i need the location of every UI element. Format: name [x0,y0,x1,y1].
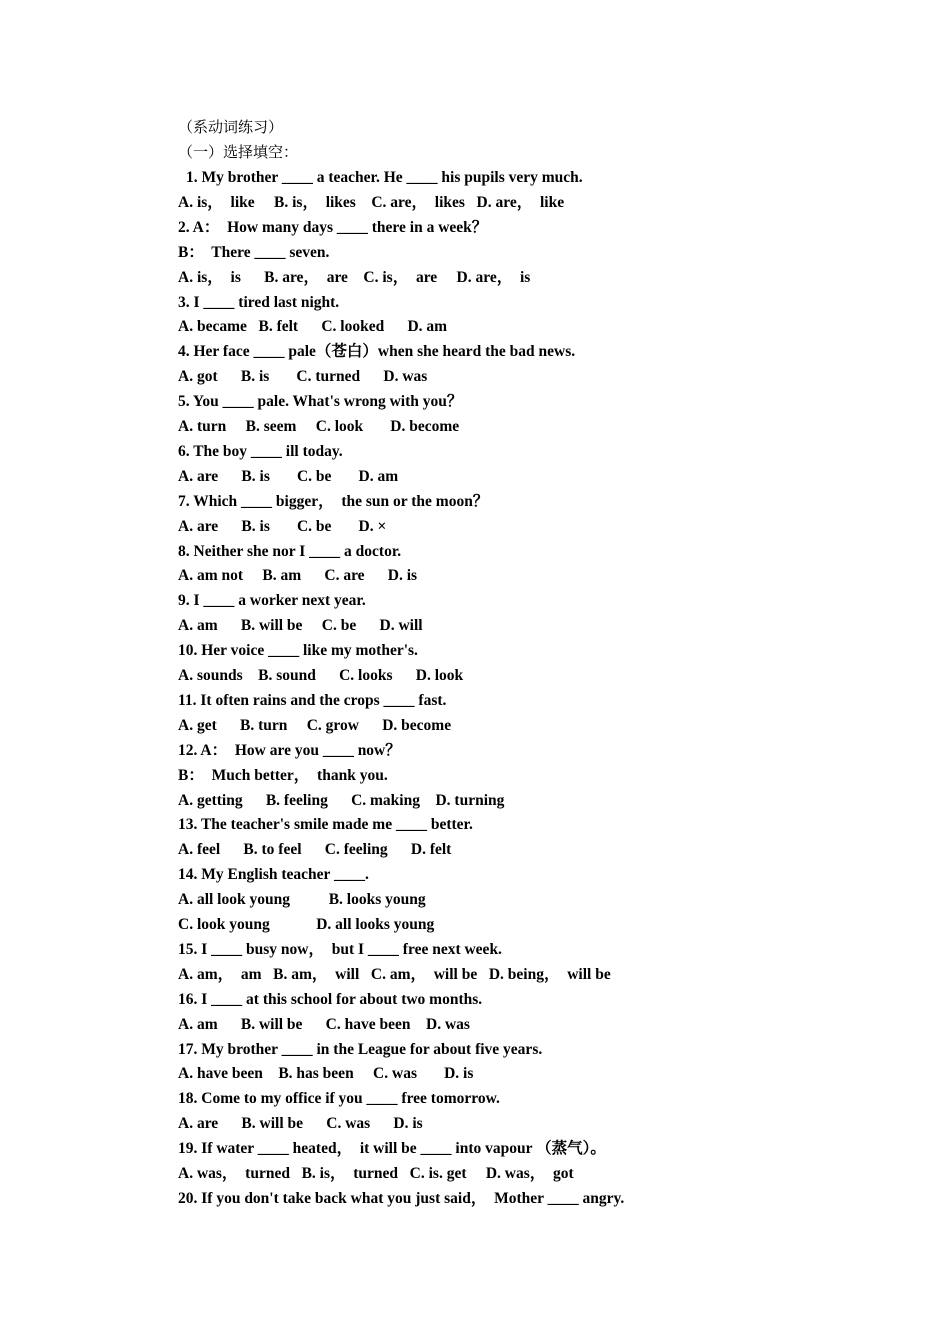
question-line: 1. My brother ____ a teacher. He ____ his pupils very much. [186,169,583,186]
question-line: 7. Which ____ bigger， the sun or the moon？ [178,492,489,510]
question-line: 6. The boy ____ ill today. [178,442,343,460]
question-line: A. are B. is C. be D. × [178,517,387,535]
section-heading: （一）选择填空： [178,145,299,161]
question-line: A. am not B. am C. are D. is [178,567,418,585]
question-line: A. getting B. feeling C. making D. turning [178,791,505,809]
question-line: 19. If water ____ heated， it will be ____ into vapour （蒸气）。 [178,1140,606,1158]
question-line: 17. My brother ____ in the League for about five years. [178,1040,543,1058]
question-line: 9. I ____ a worker next year. [178,592,366,610]
question-line: 12. A： How are you ____ now？ [178,741,401,759]
question-line: A. is， is B. are， are C. is， are D. are， is [178,268,531,286]
question-line: A. became B. felt C. looked D. am [178,318,448,336]
question-line: 5. You ____ pale. What's wrong with you？ [178,393,463,411]
worksheet-title: （系动词练习） [178,120,284,136]
question-line: 18. Come to my office if you ____ free tomorrow. [178,1090,500,1108]
question-line: 14. My English teacher ____. [178,866,369,884]
question-line: C. look young D. all looks young [178,916,435,933]
question-line: B： There ____ seven. [178,243,330,261]
question-line: A. feel B. to feel C. feeling D. felt [178,841,452,859]
question-line: A. have been B. has been C. was D. is [178,1065,474,1083]
question-line: 11. It often rains and the crops ____ fast. [178,691,447,709]
question-line: A. turn B. seem C. look D. become [178,418,460,435]
question-line: 3. I ____ tired last night. [178,293,340,311]
question-line: A. sounds B. sound C. looks D. look [178,667,464,684]
question-line: 8. Neither she nor I ____ a doctor. [178,542,402,560]
question-line: A. is， like B. is， likes C. are， likes D. are， like [178,193,565,211]
question-line: B： Much better， thank you. [178,766,388,784]
question-line: A. am B. will be C. have been D. was [178,1015,470,1033]
question-line: A. get B. turn C. grow D. become [178,716,452,734]
question-line: A. got B. is C. turned D. was [178,368,428,386]
question-line: 20. If you don't take back what you just said， Mother ____ angry. [178,1189,625,1207]
question-line: A. are B. is C. be D. am [178,467,399,485]
question-line: A. was， turned B. is， turned C. is. get D. was， got [178,1165,574,1182]
question-line: A. are B. will be C. was D. is [178,1115,423,1133]
question-line: 2. A： How many days ____ there in a week？ [178,218,488,236]
question-line: A. all look young B. looks young [178,891,426,909]
question-line: 10. Her voice ____ like my mother's. [178,642,418,660]
question-line: 13. The teacher's smile made me ____ better. [178,816,473,834]
question-line: 16. I ____ at this school for about two months. [178,990,483,1008]
question-line: A. am， am B. am， will C. am， will be D. being， will be [178,965,611,983]
question-line: 15. I ____ busy now， but I ____ free next week. [178,940,502,958]
question-line: 4. Her face ____ pale（苍白）when she heard the bad news. [178,343,576,361]
question-line: A. am B. will be C. be D. will [178,617,423,635]
